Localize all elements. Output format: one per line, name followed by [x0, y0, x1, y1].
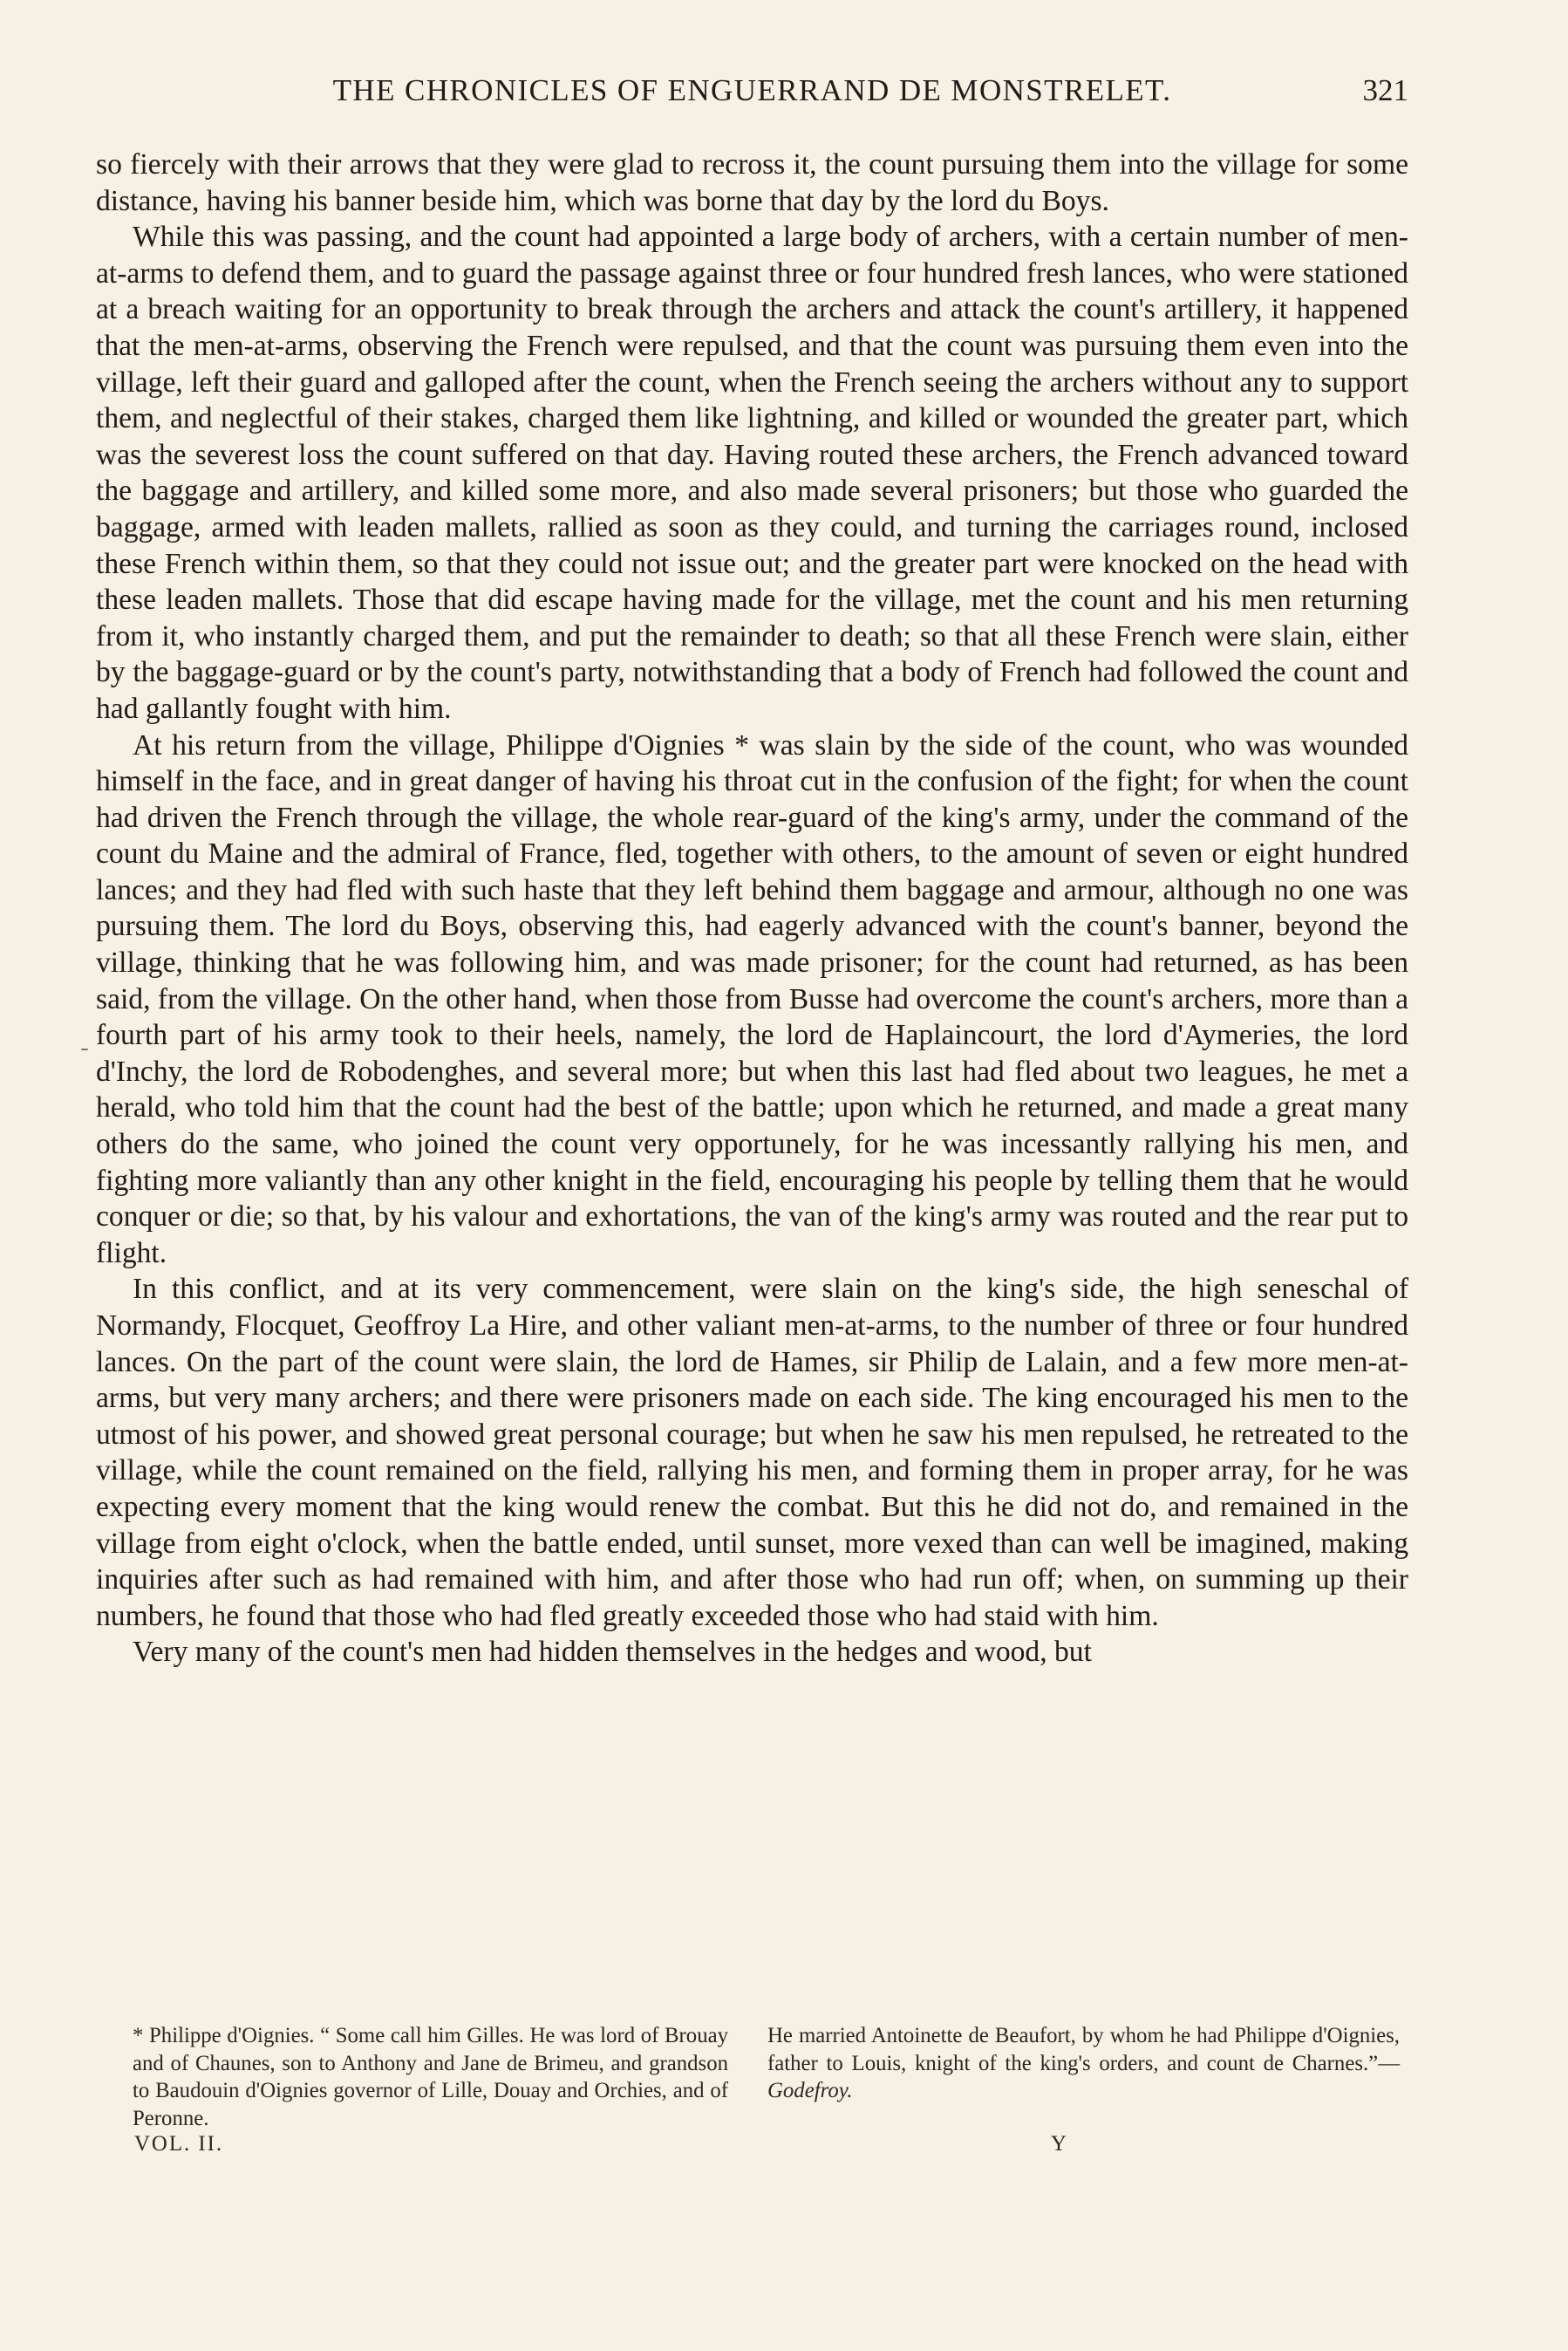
volume-mark: VOL. II. — [134, 2132, 224, 2156]
paragraph-2: While this was passing, and the count had appointed a large body of archers, with a certain number of men-at-arms to defend them, and to guard the passage against three or four hundred fresh lances, who were stationed at a breach waiting for an opportunity to break through the archers and attack the count's artillery, it happened that the men-at-arms, observing the French were repulsed, and that the count was pursuing them even into the village, left their guard and galloped after the count, when the French seeing the archers without any to support them, and neglectful of their stakes, charged them like lightning, and killed or wounded the greater part, which was the severest loss the count suffered on that day. Having routed these archers, the French advanced toward the baggage and artillery, and killed some more, and also made several prisoners; but those who guarded the baggage, armed with leaden mallets, rallied as soon as they could, and turning the carriages round, inclosed these French within them, so that they could not issue out; and the greater part were knocked on the head with these leaden mallets. Those that did escape having made for the village, met the count and his men returning from it, who instantly charged them, and put the remainder to death; so that all these French were slain, either by the baggage-guard or by the count's party, notwithstanding that a body of French had followed the count and had gallantly fought with him. — [96, 221, 1408, 725]
paragraph-5: Very many of the count's men had hidden themselves in the hedges and wood, but — [133, 1636, 1092, 1669]
signature-line — [96, 2132, 1408, 2162]
running-head — [96, 73, 1408, 117]
page-number: 321 — [1362, 73, 1408, 107]
margin-fleck — [81, 1049, 88, 1050]
footnote-left-text: * Philippe d'Oignies. “ Some call him Gilles. He was lord of Brouay and of Chaunes, son to Anthony and Jane de Brimeu, and grandson to Baudouin d'Oignies governor of Lille, Douay and Orchies, and of Peronne. — [133, 2024, 728, 2130]
paragraph-1: so fiercely with their arrows that they were glad to recross it, the count pursuing them into the village for some distance, having his banner beside him, which was borne that day by the lord du Boys. — [96, 148, 1408, 217]
body-text — [96, 147, 1408, 1671]
footnote-author: Godefroy. — [767, 2079, 853, 2102]
paragraph-4: In this conflict, and at its very commencement, were slain on the king's side, the high seneschal of Normandy, Flocquet, Geoffroy La Hire, and other valiant men-at-arms, to the number of three or four hundred lances. On the part of the count were slain, the lord de Hames, sir Philip de Lalain, and a few more men-at-arms, but very many archers; and there were prisoners made on each side. The king encouraged his men to the utmost of his power, and showed great personal courage; but when he saw his men repulsed, he retreated to the village, while the count remained on the field, rallying his men, and forming them in proper array, for he was expecting every moment that the king would renew the combat. But this he did not do, and remained in the village from eight o'clock, when the battle ended, until sunset, more vexed than can well be imagined, making inquiries after such as had remained with him, and after those who had run off; when, on summing up their numbers, he found that those who had fled greatly exceeded those who had staid with him. — [96, 1273, 1408, 1632]
footnote-right-text: He married Antoinette de Beaufort, by whom he had Philippe d'Oignies, father to Louis, knight of the king's orders, and count de Charnes.”— — [767, 2024, 1400, 2075]
running-title: THE CHRONICLES OF ENGUERRAND DE MONSTRELET. — [332, 73, 1172, 107]
footnote-left-column — [96, 2022, 728, 2132]
footnote-right-column — [767, 2022, 1400, 2105]
paragraph-3: At his return from the village, Philippe d'Oignies * was slain by the side of the count, who was wounded himself in the face, and in great danger of having his throat cut in the confusion of the fight; for when the count had driven the French through the village, the whole rear-guard of the king's army, under the command of the count du Maine and the admiral of France, fled, together with others, to the amount of seven or eight hundred lances; and they had fled with such haste that they left behind them baggage and armour, although no one was pursuing them. The lord du Boys, observing this, had eagerly advanced with the count's banner, beyond the village, thinking that he was following him, and was made prisoner; for the count had returned, as has been said, from the village. On the other hand, when those from Busse had overcome the count's archers, more than a fourth part of his army took to their heels, namely, the lord de Haplaincourt, the lord d'Aymeries, the lord d'Inchy, the lord de Robodenghes, and several more; but when this last had fled about two leagues, he met a herald, who told him that the count had the best of the battle; upon which he returned, and made a great many others do the same, who joined the count very opportunely, for he was incessantly rallying his men, and fighting more valiantly than any other knight in the field, encouraging his people by telling them that he would conquer or die; so that, by his valour and exhortations, the van of the king's army was routed and the rear put to flight. — [96, 728, 1408, 1269]
signature-mark: Y — [1051, 2132, 1068, 2156]
